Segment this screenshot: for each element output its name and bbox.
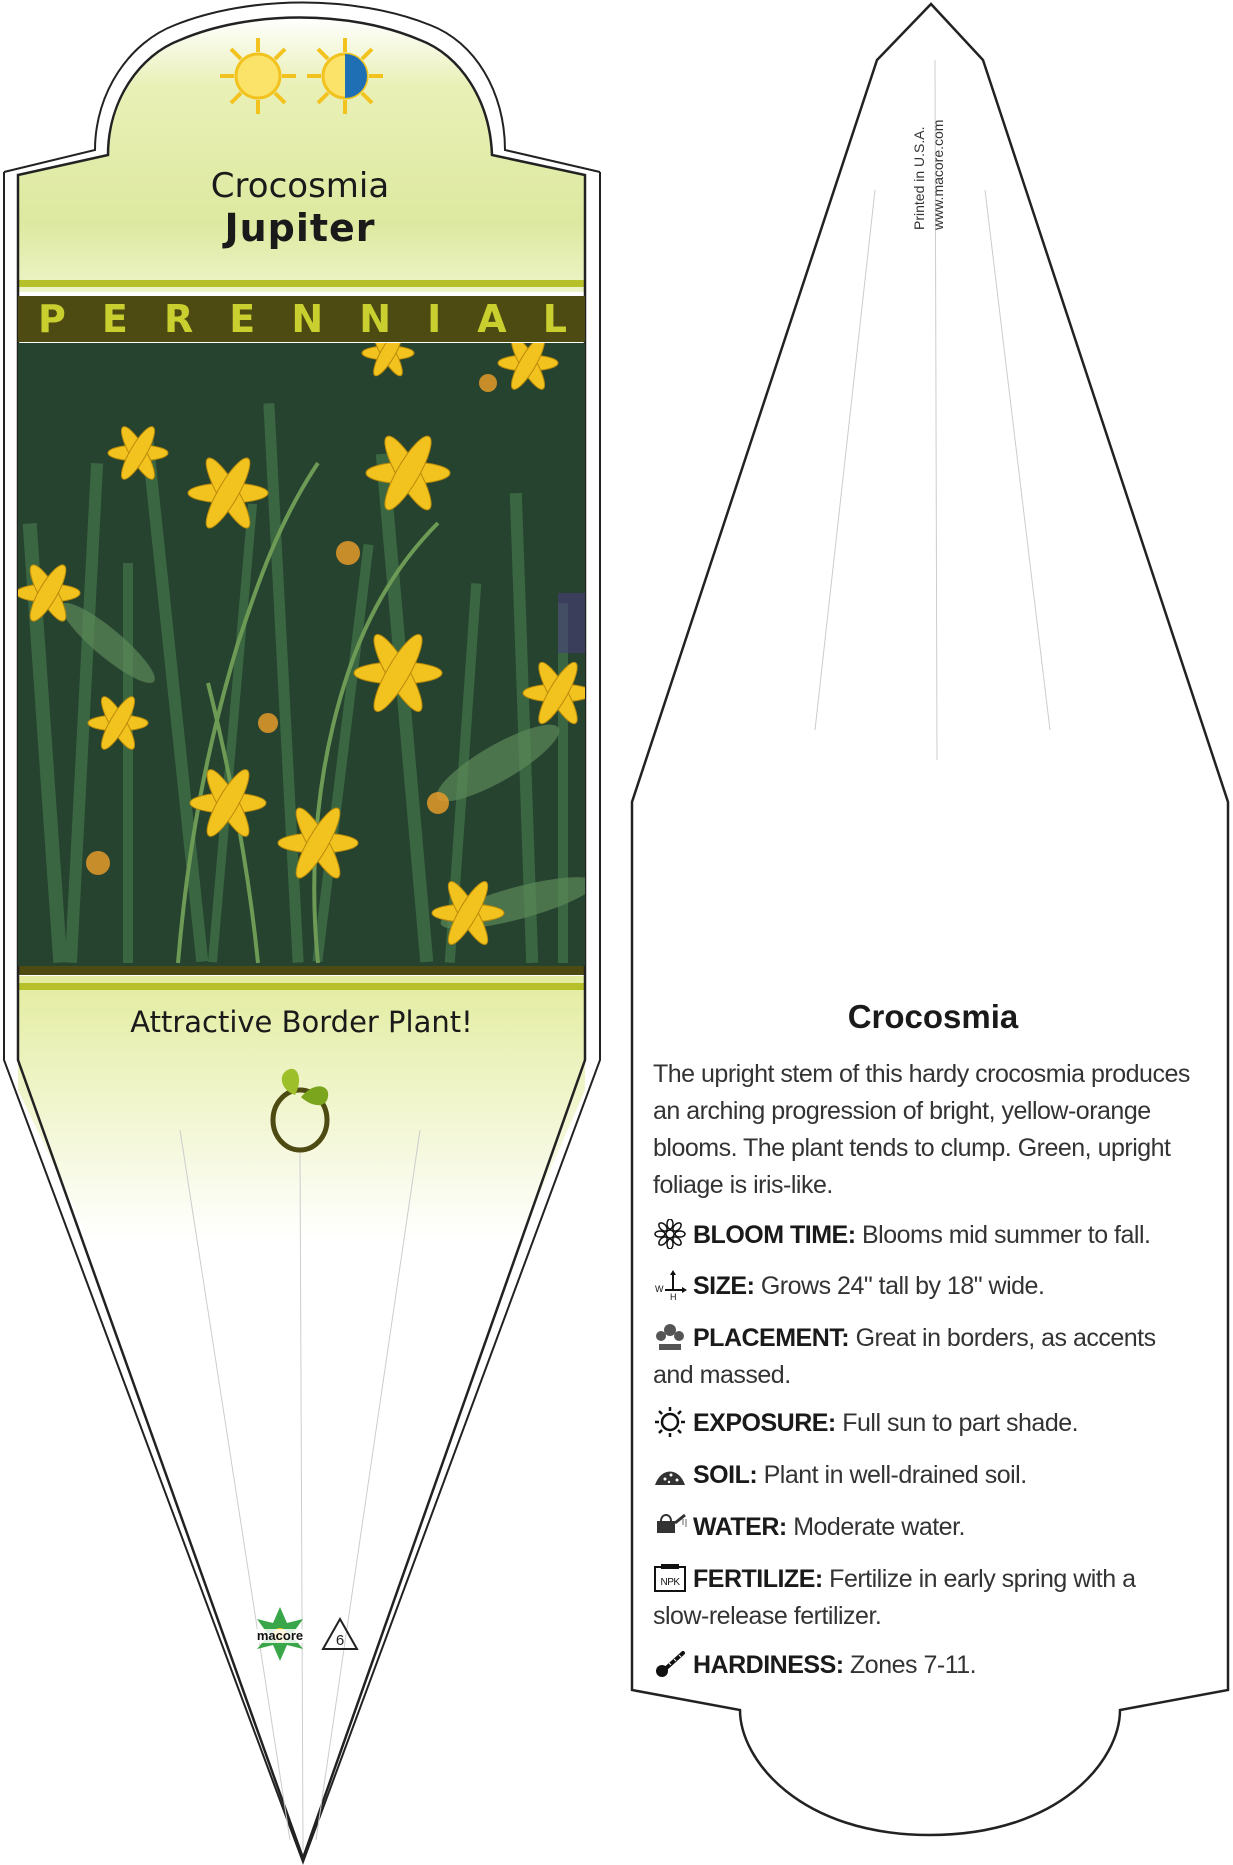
category-label: P E R E N N I A L xyxy=(38,297,567,341)
plant-cultivar: Jupiter xyxy=(224,206,376,250)
front-tagline: Attractive Border Plant! xyxy=(130,1005,473,1039)
npk-bag-icon xyxy=(653,1563,687,1593)
care-fertilize: NPK FERTILIZE: Fertilize in early spring with a slow-release fertilizer. xyxy=(653,1565,1136,1630)
part-shade-sun-icon xyxy=(305,36,385,116)
plant-cluster-icon xyxy=(653,1322,687,1352)
soil-pile-icon xyxy=(653,1459,687,1489)
macore-logo-text: macore xyxy=(256,1628,304,1643)
bottom-stripe-lime xyxy=(18,983,585,990)
plant-photo xyxy=(18,343,585,966)
full-sun-icon xyxy=(218,36,298,116)
seedling-logo-icon xyxy=(265,1065,335,1155)
care-soil: SOIL: Plant in well-drained soil. xyxy=(653,1457,1193,1494)
watering-can-icon xyxy=(653,1511,687,1541)
bottom-stripe-dark xyxy=(18,966,585,975)
care-hardiness: HARDINESS: Zones 7-11. xyxy=(653,1647,1193,1684)
plant-genus: Crocosmia xyxy=(210,166,390,206)
back-title: Crocosmia xyxy=(847,998,1019,1035)
svg-text:H: H xyxy=(670,1292,676,1300)
care-exposure: EXPOSURE: Full sun to part shade. xyxy=(653,1405,1193,1442)
top-stripe xyxy=(18,280,585,287)
printed-info: Printed in U.S.A. www.macore.com xyxy=(911,119,946,230)
flower-icon xyxy=(653,1219,687,1249)
care-water: WATER: Moderate water. xyxy=(653,1509,1193,1546)
recycle-number: 6 xyxy=(335,1632,345,1649)
care-size: W H SIZE: Grows 24" tall by 18" wide. xyxy=(655,1272,1045,1300)
recycle-icon xyxy=(320,1616,360,1652)
thermometer-icon xyxy=(653,1649,687,1679)
sun-outline-icon xyxy=(653,1407,687,1437)
size-icon xyxy=(653,1270,687,1300)
svg-text:W: W xyxy=(655,1284,663,1294)
front-header-fill xyxy=(18,18,585,293)
care-placement: PLACEMENT: Great in borders, as accents and massed. xyxy=(653,1324,1156,1389)
care-bloom-time: BLOOM TIME: Blooms mid summer to fall. xyxy=(653,1217,1193,1254)
svg-text:NPK: NPK xyxy=(660,1577,680,1588)
plant-description: The upright stem of this hardy crocosmia produces an arching progression of bright, yellow-orange blooms. The plant tends to clump. Green, upright foliage is iris-like. xyxy=(653,1060,1190,1199)
macore-logo-icon xyxy=(245,1605,315,1665)
